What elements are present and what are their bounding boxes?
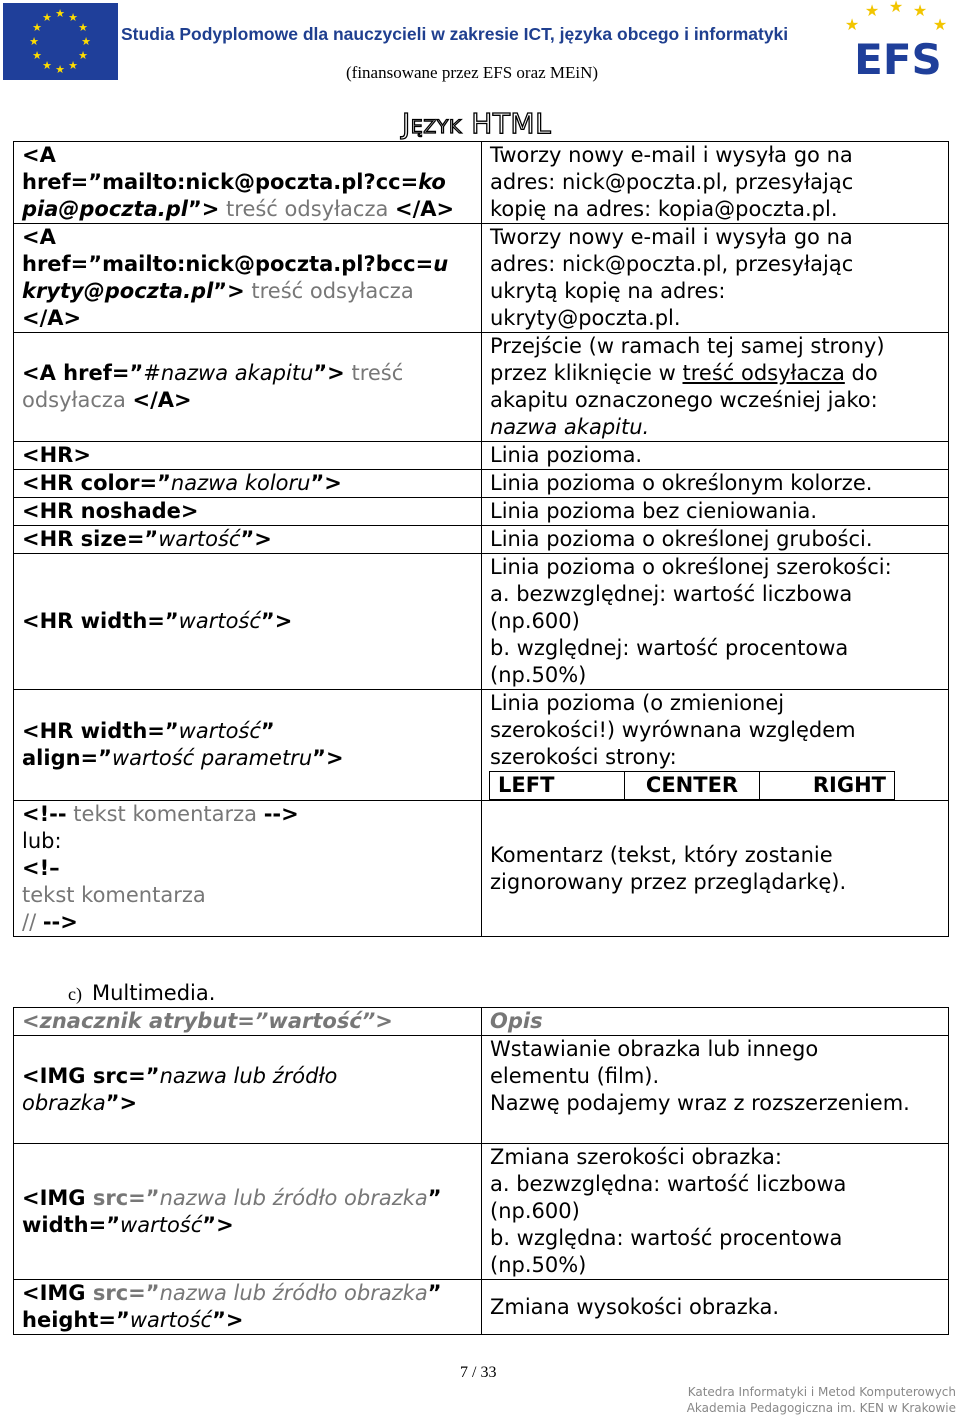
description-cell (482, 1144, 949, 1280)
desc-line: Tworzy nowy e-mail i wysyła go na (490, 143, 853, 167)
underlined-text: treść odsyłacza (682, 361, 845, 385)
align-right-cell: RIGHT (760, 772, 895, 800)
tag-text: --> (42, 910, 78, 934)
section-title-rest: HTML (461, 107, 552, 140)
section-title (402, 107, 551, 140)
table-row (14, 1144, 949, 1280)
efs-logo (838, 0, 958, 85)
tag-text: <A href=” (22, 361, 144, 385)
tag-italic: wartość parametru (111, 746, 313, 770)
comment-text: // (22, 910, 43, 934)
section-letter: c) (68, 984, 82, 1004)
tag-text: <IMG src=” (22, 1063, 160, 1088)
desc-line: akapitu oznaczonego wcześniej jako: (490, 388, 878, 412)
section-title-smallcaps: ĘZYK (410, 116, 462, 138)
description-cell (482, 1036, 949, 1144)
footer-line: Katedra Informatyki i Metod Komputerowych (687, 1385, 956, 1399)
tag-text: ”> (313, 361, 345, 385)
desc-line: elementu (film). (490, 1064, 660, 1088)
tag-text: <HR width=” (22, 609, 179, 633)
desc-line: Zmiana szerokości obrazka: (490, 1145, 783, 1169)
svg-text:★: ★ (42, 59, 52, 72)
table-row (14, 470, 949, 498)
tag-text: <A (22, 225, 56, 249)
efs-logo-text: EFS (854, 35, 942, 84)
footer-line: Akademia Pedagogiczna im. KEN w Krakowie (686, 1401, 956, 1415)
svg-text:★: ★ (888, 0, 904, 16)
table-header-row (14, 1008, 949, 1036)
svg-text:★: ★ (32, 21, 42, 34)
tag-text: <A (22, 143, 56, 167)
table-row (14, 526, 949, 554)
section-heading-text: Multimedia. (91, 981, 216, 1005)
table-row (14, 442, 949, 470)
desc-line: (np.50%) (490, 1253, 587, 1277)
tag-text: ”> (260, 609, 293, 633)
tag-italic: wartość (158, 527, 241, 551)
tag-italic: nazwa koloru (170, 471, 311, 495)
svg-text:★: ★ (42, 11, 52, 24)
desc-line: ukryty@poczta.pl. (490, 306, 681, 330)
tag-gray: src=” (92, 1185, 160, 1210)
tag-cell: <HR noshade> (14, 498, 482, 526)
tag-text: --> (263, 802, 299, 826)
svg-text:★: ★ (55, 7, 65, 20)
svg-text:★: ★ (29, 35, 39, 48)
tag-italic: kryty@poczta.pl (22, 279, 214, 303)
tag-text: ”> (240, 527, 272, 551)
tag-text: <!-- (22, 802, 67, 826)
tag-italic: nazwa lub źródło obrazka (159, 1281, 428, 1305)
description-cell (482, 224, 949, 333)
comment-text: tekst komentarza (66, 802, 264, 826)
svg-text:★: ★ (932, 15, 948, 34)
description-cell (482, 142, 949, 224)
section-title-first: J (402, 107, 411, 140)
description-cell: Zmiana wysokości obrazka. (482, 1280, 949, 1335)
description-cell: Linia pozioma. (482, 442, 949, 470)
align-center-cell: CENTER (625, 772, 760, 800)
tag-text: ”> (187, 197, 220, 221)
table-row (14, 690, 949, 801)
tag-italic: #nazwa akapitu (143, 361, 314, 385)
tag-cell (14, 801, 482, 937)
desc-line: a. bezwzględnej: wartość liczbowa (490, 582, 853, 606)
link-text: treść (344, 361, 404, 385)
description-cell: Linia pozioma o określonej grubości. (482, 526, 949, 554)
tag-text: href=”mailto:nick@poczta.pl?bcc= (22, 252, 434, 276)
desc-line: ukrytą kopię na adres: (490, 279, 726, 303)
tag-text: ” (260, 719, 275, 743)
table-row (14, 1036, 949, 1144)
tag-cell (14, 1280, 482, 1335)
desc-line: a. bezwzględna: wartość liczbowa (490, 1172, 847, 1196)
desc-line: adres: nick@poczta.pl, przesyłając (490, 170, 854, 194)
tag-cell: <HR> (14, 442, 482, 470)
section-heading (68, 981, 215, 1005)
desc-line: Linia pozioma (o zmienionej (490, 691, 785, 715)
desc-line: kopię na adres: kopia@poczta.pl. (490, 197, 838, 221)
table-row (14, 333, 949, 442)
column-header-description: Opis (482, 1008, 949, 1036)
eu-stars-icon (3, 3, 118, 80)
table-row (14, 1280, 949, 1335)
desc-line: przez kliknięcie w (490, 361, 683, 385)
html-tags-table (13, 141, 949, 937)
tag-text: ”> (202, 1212, 234, 1237)
align-example-table (489, 771, 895, 800)
tag-italic: nazwa lub źródło obrazka (159, 1185, 428, 1210)
tag-gray: src=” (92, 1281, 160, 1305)
tag-italic: nazwa lub źródło (159, 1063, 338, 1088)
desc-line: Linia pozioma o określonej szerokości: (490, 555, 892, 579)
svg-text:★: ★ (68, 11, 78, 24)
tag-cell (14, 224, 482, 333)
header-subtitle: (finansowane przez EFS oraz MEiN) (346, 63, 599, 82)
tag-text: ” (427, 1281, 442, 1305)
table-row (14, 498, 949, 526)
tag-cell (14, 142, 482, 224)
tag-text: <!– (22, 856, 60, 880)
tag-italic: wartość (178, 609, 261, 633)
svg-text:★: ★ (864, 1, 880, 20)
tag-italic: pia@poczta.pl (22, 197, 188, 221)
tag-text: ”> (212, 1308, 244, 1332)
desc-line: Przejście (w ramach tej samej strony) (490, 334, 885, 358)
desc-line: (np.600) (490, 609, 580, 633)
tag-text: align=” (22, 746, 112, 770)
description-cell (482, 801, 949, 937)
tag-text: width=” (22, 1212, 121, 1237)
table-row (14, 801, 949, 937)
tag-cell (14, 1144, 482, 1280)
tag-text: <IMG (22, 1185, 93, 1210)
desc-line: zignorowany przez przeglądarkę). (490, 869, 847, 894)
multimedia-table (13, 1007, 949, 1335)
tag-cell (14, 690, 482, 801)
tag-text: ”> (105, 1090, 138, 1115)
svg-text:★: ★ (912, 1, 928, 20)
tag-cell (14, 1036, 482, 1144)
desc-line: Nazwę podajemy wraz z rozszerzeniem. (490, 1091, 910, 1115)
page-number: 7 / 33 (460, 1364, 497, 1381)
tag-text: href=”mailto:nick@poczta.pl?cc= (22, 170, 419, 194)
tag-text: ” (427, 1185, 442, 1210)
header-title: Studia Podyplomowe dla nauczycieli w zakresie ICT, języka obcego i informatyki (121, 24, 789, 44)
tag-cell (14, 554, 482, 690)
tag-cell (14, 333, 482, 442)
tag-text: <IMG (22, 1281, 93, 1305)
desc-line: Komentarz (tekst, który zostanie (490, 842, 833, 867)
description-cell (482, 333, 949, 442)
svg-text:★: ★ (32, 49, 42, 62)
svg-text:★: ★ (68, 59, 78, 72)
comment-text: tekst komentarza (22, 883, 206, 907)
tag-text: </A> (132, 388, 192, 412)
tag-text: </A> (22, 306, 82, 330)
tag-text: <HR color=” (22, 471, 171, 495)
desc-line: b. względna: wartość procentowa (490, 1226, 843, 1250)
tag-italic: wartość (129, 1308, 213, 1332)
desc-line: b. względnej: wartość procentowa (490, 636, 849, 660)
table-row (14, 142, 949, 224)
description-cell: Linia pozioma o określonym kolorze. (482, 470, 949, 498)
desc-line: Wstawianie obrazka lub innego (490, 1037, 819, 1061)
desc-line: adres: nick@poczta.pl, przesyłając (490, 252, 854, 276)
tag-text: </A> (395, 197, 455, 221)
column-header-tag: <znacznik atrybut=”wartość”> (14, 1008, 482, 1036)
tag-italic: ko (418, 170, 446, 194)
plain-text: lub: (22, 829, 62, 853)
link-text: treść odsyłacza (244, 279, 414, 303)
desc-line: szerokości strony: (490, 745, 677, 769)
tag-cell (14, 526, 482, 554)
tag-italic: u (433, 252, 449, 276)
svg-text:★: ★ (81, 35, 91, 48)
description-cell (482, 554, 949, 690)
tag-text: ”> (310, 471, 342, 495)
svg-text:★: ★ (55, 63, 65, 76)
footer (687, 1384, 956, 1416)
table-row (14, 224, 949, 333)
tag-italic: obrazka (22, 1090, 106, 1115)
svg-text:★: ★ (78, 21, 88, 34)
svg-text:★: ★ (844, 15, 860, 34)
desc-line: do (844, 361, 878, 385)
tag-text: ”> (213, 279, 245, 303)
link-text: treść odsyłacza (219, 197, 396, 221)
tag-italic: wartość (120, 1212, 203, 1237)
desc-line: Tworzy nowy e-mail i wysyła go na (490, 225, 853, 249)
desc-line: (np.50%) (490, 663, 587, 687)
description-cell: Linia pozioma bez cieniowania. (482, 498, 949, 526)
tag-italic: wartość (178, 719, 261, 743)
tag-text: <HR size=” (22, 527, 159, 551)
tag-text: height=” (22, 1308, 130, 1332)
desc-line: szerokości!) wyrównana względem (490, 718, 856, 742)
link-text: odsyłacza (22, 388, 133, 412)
tag-text: <HR width=” (22, 719, 179, 743)
tag-cell (14, 470, 482, 498)
desc-line: (np.600) (490, 1199, 580, 1223)
desc-italic: nazwa akapitu. (490, 415, 650, 439)
table-row (14, 554, 949, 690)
svg-text:★: ★ (78, 49, 88, 62)
eu-flag-logo (3, 3, 118, 80)
description-cell (482, 690, 949, 801)
tag-text: ”> (312, 746, 344, 770)
align-left-cell: LEFT (490, 772, 625, 800)
